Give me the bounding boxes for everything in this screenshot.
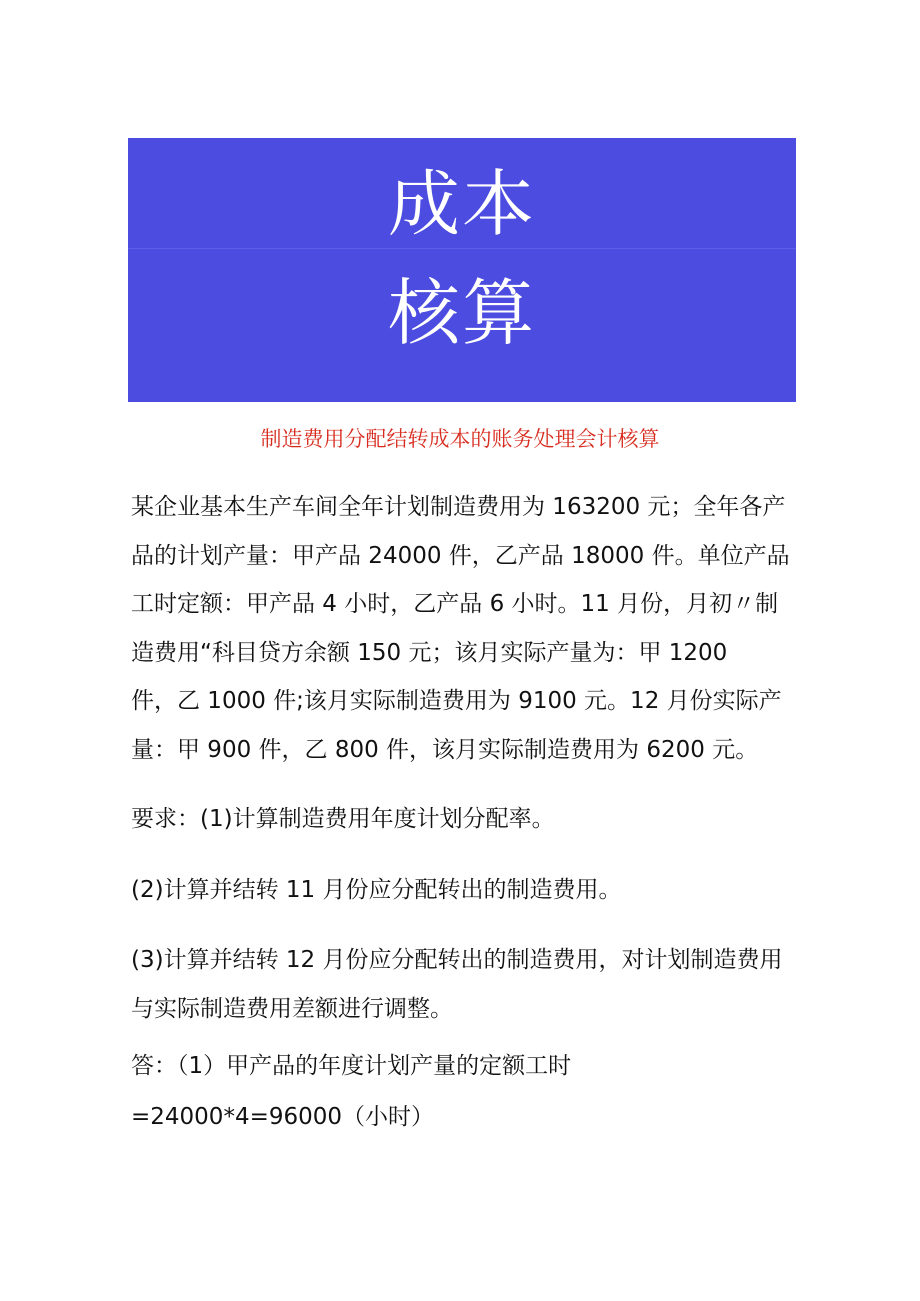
requirement-2: (2)计算并结转 11 月份应分配转出的制造费用。 <box>131 877 622 903</box>
cover-title-line-1: 成本 <box>387 162 536 246</box>
problem-line: 造费用“科目贷方余额 150 元；该月实际产量为：甲 1200 <box>131 639 728 666</box>
answer-line-2: =24000*4=96000（小时） <box>131 1104 435 1130</box>
requirement-1: 要求：(1)计算制造费用年度计划分配率。 <box>131 806 555 832</box>
answer-line-1: 答：（1）甲产品的年度计划产量的定额工时 <box>131 1053 572 1079</box>
requirement-3 <box>131 936 811 1033</box>
cover-title-line-2: 核算 <box>387 271 536 355</box>
problem-line: 某企业基本生产车间全年计划制造费用为 163200 元；全年各产 <box>131 494 786 520</box>
problem-line: 品的计划产量：甲产品 24000 件，乙产品 18000 件。单位产品 <box>131 542 790 569</box>
requirement-3-line-1: (3)计算并结转 12 月份应分配转出的制造费用，对计划制造费用 <box>131 947 783 973</box>
problem-line: 件，乙 1000 件;该月实际制造费用为 9100 元。12 月份实际产 <box>131 688 782 714</box>
problem-line: 工时定额：甲产品 4 小时，乙产品 6 小时。11 月份，月初〃制 <box>131 591 779 617</box>
problem-line: 量：甲 900 件，乙 800 件，该月实际制造费用为 6200 元。 <box>131 736 759 763</box>
cover-divider <box>128 248 796 249</box>
document-subtitle: 制造费用分配结转成本的账务处理会计核算 <box>260 427 660 451</box>
requirement-3-line-2: 与实际制造费用差额进行调整。 <box>131 995 453 1022</box>
problem-statement <box>131 483 811 774</box>
cover-banner <box>128 138 796 402</box>
